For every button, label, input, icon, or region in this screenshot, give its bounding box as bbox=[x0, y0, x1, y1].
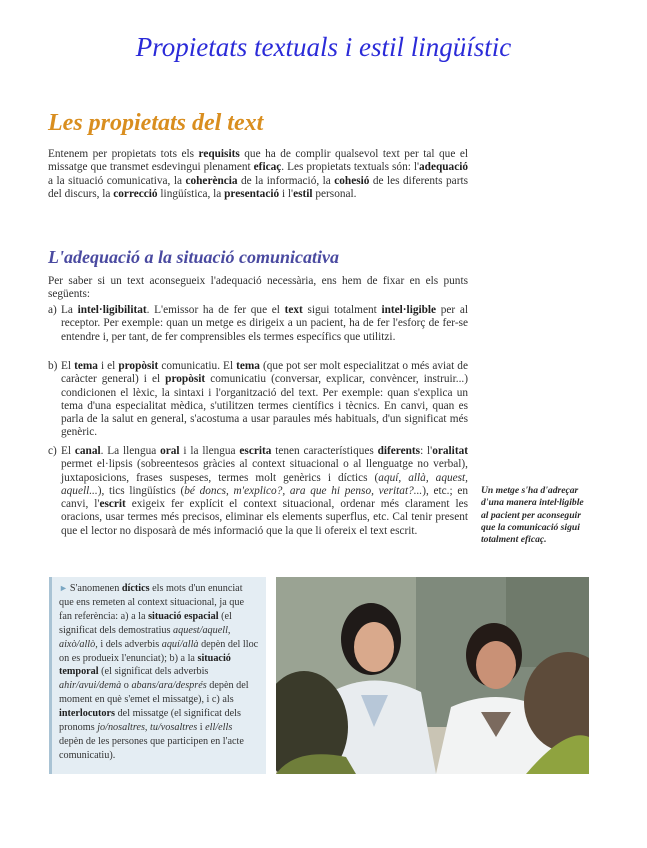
list-item-c: c) El canal. La llengua oral i la llengua escrita tenen característiques diferents: l'oralitat permet el·lipsis (sobreentesos gràcies al context situacional o al llenguatge no verbal), juxtaposicions, frases suspeses, termes molt genèrics i díctics (aquí, allà, aquest, aquell...), tics lingüístics (bé doncs, m'explico?, ara que hi penso, veritat?...), etc.; en canvi, l'escrit exigeix fer explícit el context situacional, ordenar més clarament les oracions, usar termes més precisos, eliminar els elements superflus, etc. Cal tenir present que el lector no disposarà de més informació que la que li ofereix el text escrit. bbox=[48, 445, 468, 537]
photo-caption: Un metge s'ha d'adreçar d'una manera intel·ligible al pacient per aconseguir que la comunicació sigui totalment eficaç. bbox=[481, 485, 584, 546]
subheading: L'adequació a la situació comunicativa bbox=[48, 247, 339, 267]
arrow-icon: ► bbox=[59, 583, 68, 593]
section-heading: Les propietats del text bbox=[48, 110, 264, 136]
photo-illustration bbox=[276, 577, 589, 774]
list-marker: a) bbox=[48, 304, 57, 316]
page-title: Propietats textuals i estil lingüístic bbox=[135, 32, 512, 62]
list-marker: b) bbox=[48, 360, 58, 372]
doctor-patient-photo bbox=[276, 577, 589, 774]
sidebox-text: ► S'anomenen díctics els mots d'un enunciat que ens remeten al context situacional, ja que fan referència: a) a la situació espacial (el significat dels demostratius aquest/aquell, això/allò, i dels adverbis aquí/allà depèn del lloc on es produeix l'enunciat); b) a la situació temporal (el significat dels adverbis ahir/avui/demà o abans/ara/després depèn del moment en què s'emet el missatge), i c) als interlocutors del missatge (el significat dels pronoms jo/nosaltres, tu/vosaltres i ell/ells depèn de les persones que participen en l'acte comunicatiu). bbox=[59, 583, 259, 761]
list-marker: c) bbox=[48, 445, 57, 457]
intro-paragraph: Entenem per propietats tots els requisits que ha de complir qualsevol text per tal que el missatge que transmet esdevingui plenament eficaç. Les propietats textuals són: l'adequació a la situació comunicativa, la coherència de la informació, la cohesió de les diferents parts del discurs, la correcció lingüística, la presentació i l'estil personal. bbox=[48, 148, 468, 200]
list-item-b: b) El tema i el propòsit comunicatiu. El tema (que pot ser molt especialitzat o més aviat de caràcter general) i el propòsit comunicatiu (conversar, explicar, convèncer, instruir...) condicionen el lèxic, la sintaxi i l'organització del text. Per exemple: quan s'explica un tema d'una especialitat mèdica, s'utilitzen termes científics i tècnics. En canvi, quan es parla de la salut en general, s'acostuma a usar paraules més habituals, d'un significat més genèric. bbox=[48, 360, 468, 439]
lead-paragraph: Per saber si un text aconsegueix l'adequació necessària, ens hem de fixar en els punts següents: bbox=[48, 275, 468, 301]
list-item-a: a) La intel·ligibilitat. L'emissor ha de fer que el text sigui totalment intel·ligible per al receptor. Per exemple: quan un metge es dirigeix a un pacient, ha de fer l'esforç de fer-se entendre i, per tant, de fer comprensibles els termes específics que utilitzi. bbox=[48, 304, 468, 343]
